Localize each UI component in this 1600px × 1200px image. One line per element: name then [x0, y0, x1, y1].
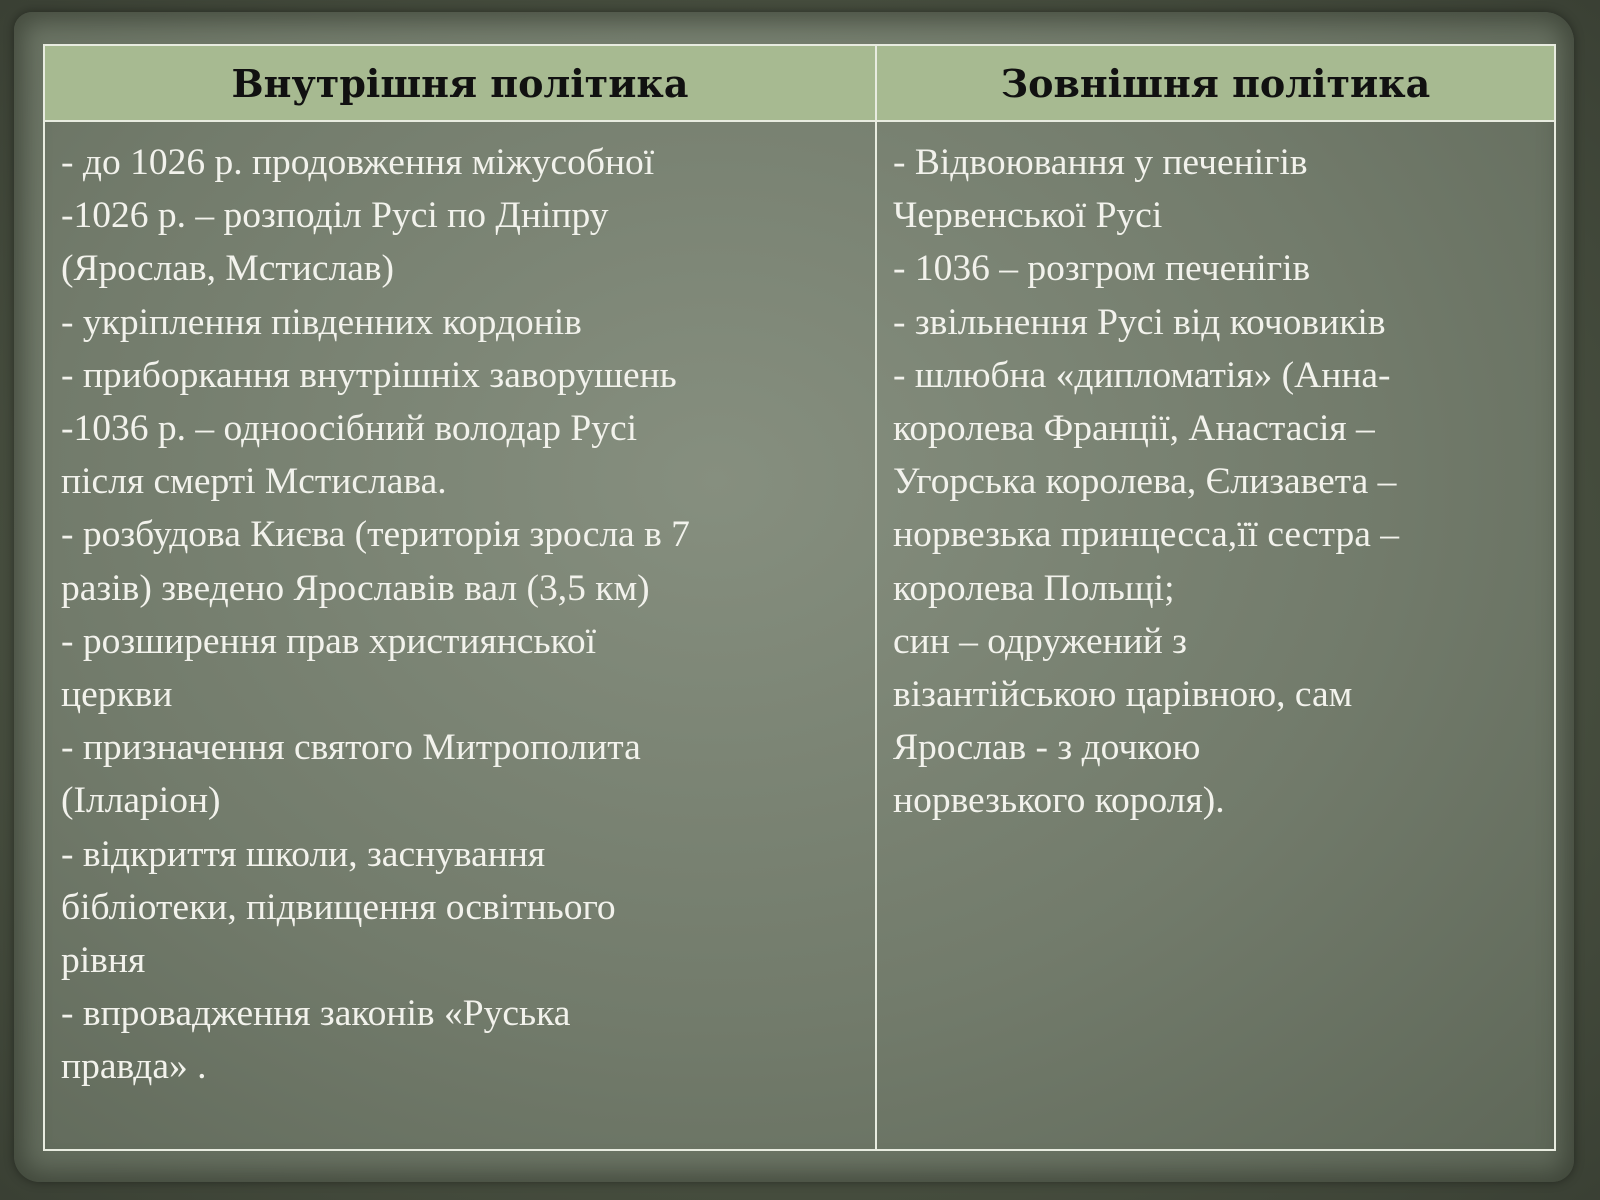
internal-line: -1036 р. – одноосібний володар Русі: [61, 408, 638, 450]
external-line: - шлюбна «дипломатія» (Анна-: [893, 354, 1391, 396]
internal-line: - відкриття школи, заснування: [61, 833, 546, 875]
internal-line: правда» .: [61, 1046, 207, 1088]
internal-line: разів) зведено Ярославів вал (3,5 км): [61, 567, 650, 609]
header-internal-policy: Внутрішня політика: [45, 46, 877, 122]
external-line: Ярослав - з дочкою: [893, 727, 1201, 769]
external-line: королева Польщі;: [893, 567, 1175, 609]
external-line: син – одружений з: [893, 620, 1187, 662]
internal-line: - призначення святого Митрополита: [61, 727, 641, 769]
external-line: норвезького короля).: [893, 780, 1225, 822]
external-line: - Відвоювання у печенігів: [893, 142, 1308, 183]
internal-line: (Ілларіон): [61, 780, 221, 822]
internal-line: -1026 р. – розподіл Русі по Дніпру: [61, 195, 609, 237]
external-line: - 1036 – розгром печенігів: [893, 248, 1311, 290]
internal-line: - приборкання внутрішніх заворушень: [61, 354, 677, 396]
internal-line: - укріплення південних кордонів: [61, 301, 582, 343]
internal-policy-cell: [45, 122, 877, 1149]
external-line: - звільнення Русі від кочовиків: [893, 301, 1386, 343]
external-line: візантійською царівною, сам: [893, 674, 1353, 716]
external-line: Червенської Русі: [893, 195, 1163, 237]
external-line: Угорська королева, Єлизавета –: [893, 461, 1397, 503]
internal-line: - до 1026 р. продовження міжусобної: [61, 142, 655, 183]
internal-line: рівня: [61, 940, 146, 982]
internal-line: - впровадження законів «Руська: [61, 993, 571, 1035]
external-line: королева Франції, Анастасія –: [893, 408, 1375, 450]
internal-line: (Ярослав, Мстислав): [61, 248, 395, 290]
policy-table: [43, 44, 1556, 1151]
internal-line: бібліотеки, підвищення освітнього: [61, 886, 616, 928]
header-external-policy: Зовнішня політика: [877, 46, 1554, 122]
external-policy-cell: [877, 122, 1554, 1149]
internal-line: - розширення прав християнської: [61, 620, 597, 662]
internal-line: - розбудова Києва (територія зросла в 7: [61, 514, 690, 556]
internal-line: після смерті Мстислава.: [61, 461, 447, 503]
internal-line: церкви: [61, 674, 173, 716]
external-line: норвезька принцесса,її сестра –: [893, 514, 1400, 556]
